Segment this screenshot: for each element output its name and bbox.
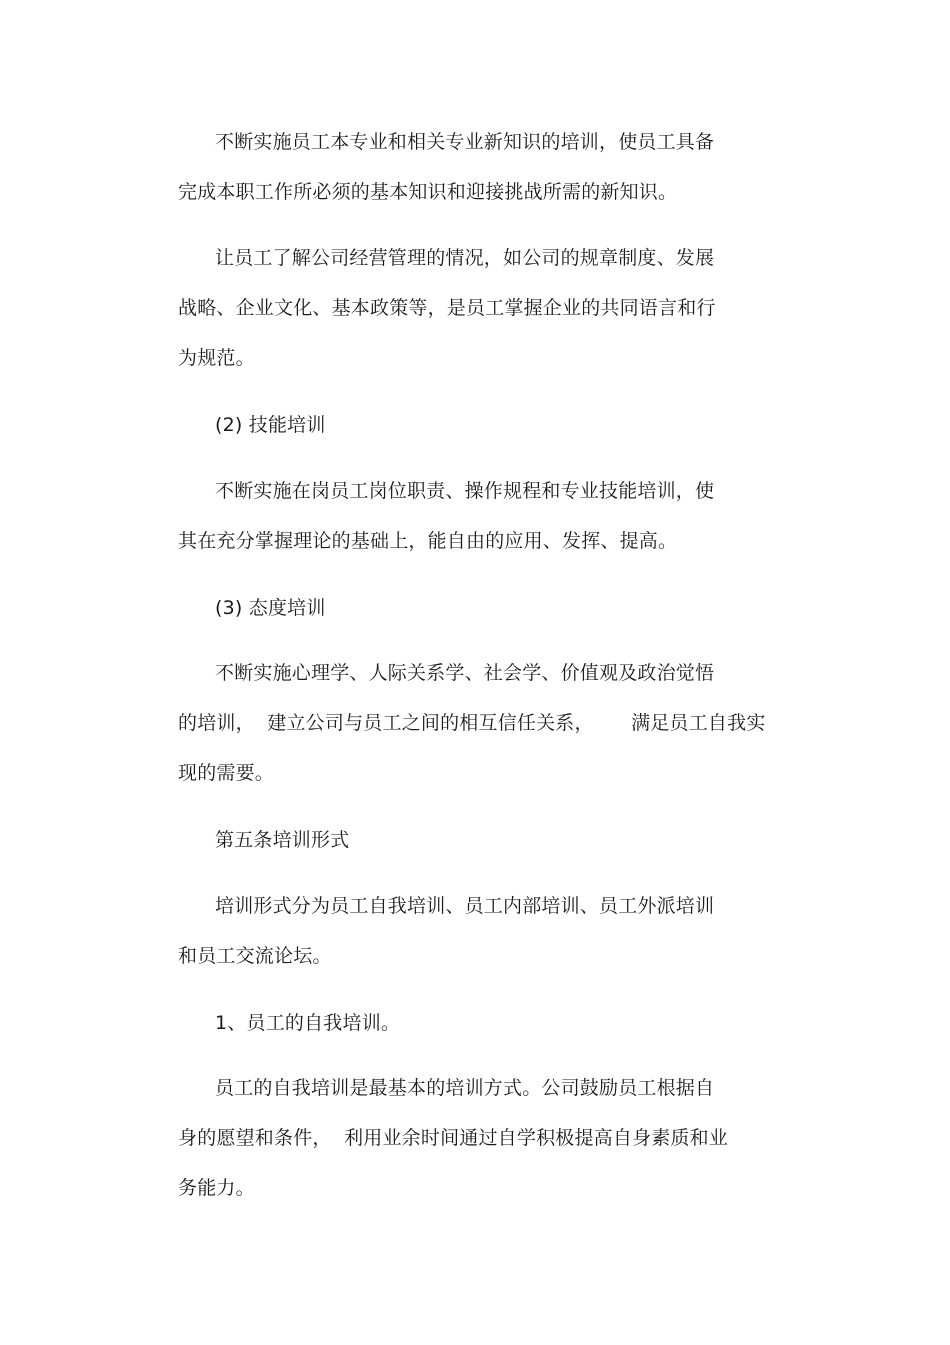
paragraph-line: 培训形式分为员工自我培训、员工内部培训、员工外派培训	[215, 895, 715, 917]
article-heading: 第五条培训形式	[215, 829, 350, 851]
section-heading: 1、员工的自我培训。	[215, 1012, 401, 1034]
paragraph-line: 完成本职工作所必须的基本知识和迎接挑战所需的新知识。	[178, 181, 678, 203]
paragraph-line: 和员工交流论坛。	[178, 945, 332, 967]
section-heading: (3) 态度培训	[215, 597, 326, 619]
paragraph-line: 其在充分掌握理论的基础上，能自由的应用、发挥、提高。	[178, 530, 678, 552]
paragraph-line: 员工的自我培训是最基本的培训方式。公司鼓励员工根据自	[215, 1077, 715, 1099]
paragraph-line: 不断实施在岗员工岗位职责、操作规程和专业技能培训，使	[215, 480, 715, 502]
paragraph-line: 为规范。	[178, 347, 255, 369]
paragraph-line: 务能力。	[178, 1177, 255, 1199]
paragraph-line: 不断实施心理学、人际关系学、社会学、价值观及政治觉悟	[215, 662, 715, 684]
paragraph-line: 让员工了解公司经营管理的情况，如公司的规章制度、发展	[215, 247, 715, 269]
section-heading: (2) 技能培训	[215, 414, 326, 436]
paragraph-line: 战略、企业文化、基本政策等，是员工掌握企业的共同语言和行	[178, 297, 716, 319]
paragraph-line: 身的愿望和条件， 利用业余时间通过自学积极提高自身素质和业	[178, 1127, 729, 1149]
paragraph-line: 的培训， 建立公司与员工之间的相互信任关系， 满足员工自我实	[178, 712, 766, 734]
paragraph-line: 不断实施员工本专业和相关专业新知识的培训，使员工具备	[215, 131, 715, 153]
paragraph-line: 现的需要。	[178, 762, 275, 784]
